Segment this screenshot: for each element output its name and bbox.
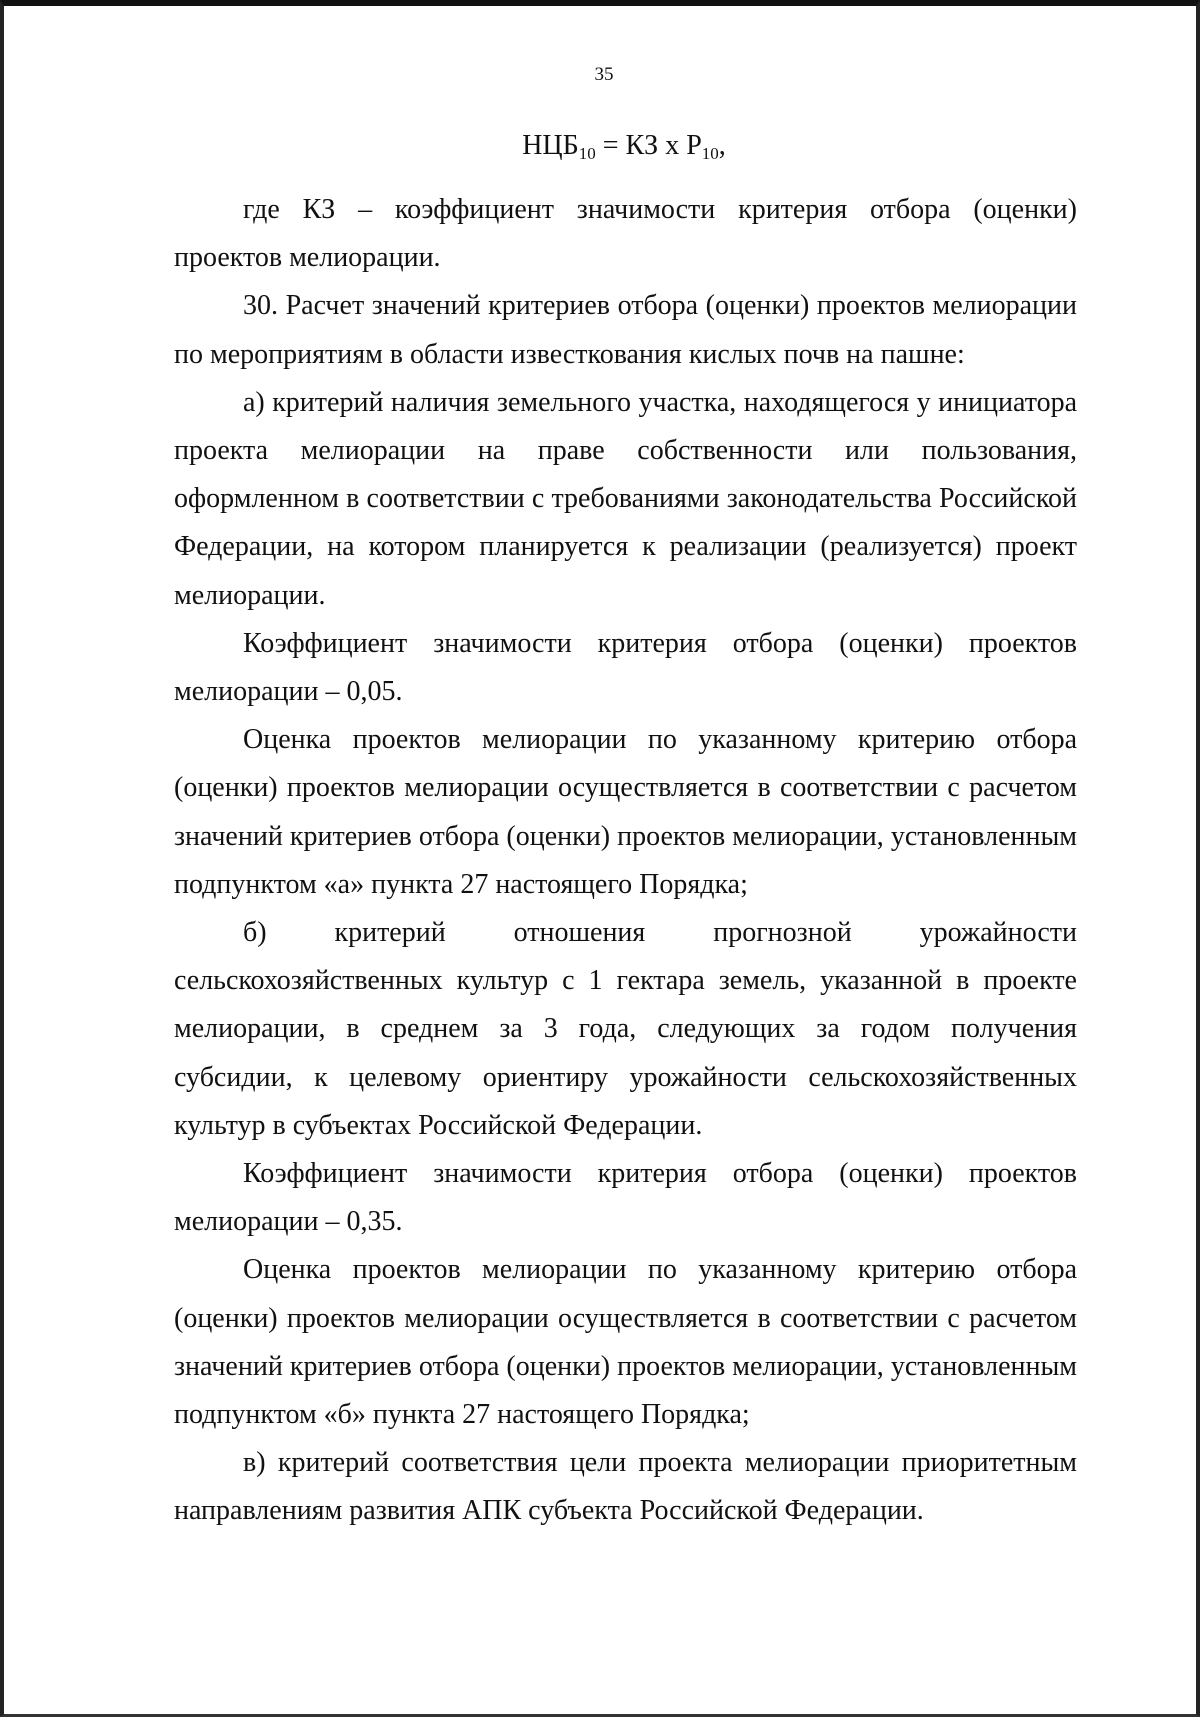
paragraph-criterion-b: б) критерий отношения прогнозной урожайности сельскохозяйственных культур с 1 гектара земель, указанной в проекте мелиорации, в среднем за 3 года, следующих за годом получения субсидии, к целевому ориентиру урожайности сельскохозяйственных культур в субъектах Российской Федерации. (174, 917, 1077, 1141)
paragraph-kz-definition: где КЗ – коэффициент значимости критерия отбора (оценки) проектов мелиорации. (174, 194, 1077, 274)
page-number: 35 (594, 64, 614, 85)
paragraph-coefficient-a: Коэффициент значимости критерия отбора (оценки) проектов мелиорации – 0,05. (174, 627, 1077, 708)
paragraph-coefficient-b: Коэффициент значимости критерия отбора (оценки) проектов мелиорации – 0,35. (174, 1158, 1077, 1238)
paragraph-item-30: 30. Расчет значений критериев отбора (оценки) проектов мелиорации по мероприятиям в области известкования кислых почв на пашне: (174, 290, 1077, 370)
body-text (174, 186, 1077, 1536)
formula-tail: , (718, 130, 726, 161)
formula-middle: = КЗ х Р (595, 130, 702, 161)
formula (4, 130, 1200, 164)
formula-rhs-subscript: 10 (701, 144, 719, 163)
paragraph-criterion-c: в) критерий соответствия цели проекта мелиорации приоритетным направлениям развития АПК субъекта Российской Федерации. (174, 1447, 1077, 1527)
formula-lhs: НЦБ (522, 130, 579, 161)
formula-lhs-subscript: 10 (578, 144, 596, 163)
paragraph-criterion-a: а) критерий наличия земельного участка, находящегося у инициатора проекта мелиорации на праве собственности или пользования, оформленном в соответствии с требованиями законодательства Российской Федерации, на котором планируется к реализации (реализуется) проект мелиорации. (174, 386, 1077, 611)
paragraph-assessment-a: Оценка проектов мелиорации по указанному критерию отбора (оценки) проектов мелиорации осуществляется в соответствии с расчетом значений критериев отбора (оценки) проектов мелиорации, установленным подпунктом «а» пункта 27 настоящего Порядка; (174, 724, 1077, 900)
paragraph-assessment-b: Оценка проектов мелиорации по указанному критерию отбора (оценки) проектов мелиорации осуществляется в соответствии с расчетом значений критериев отбора (оценки) проектов мелиорации, установленным подпунктом «б» пункта 27 настоящего Порядка; (174, 1254, 1077, 1431)
